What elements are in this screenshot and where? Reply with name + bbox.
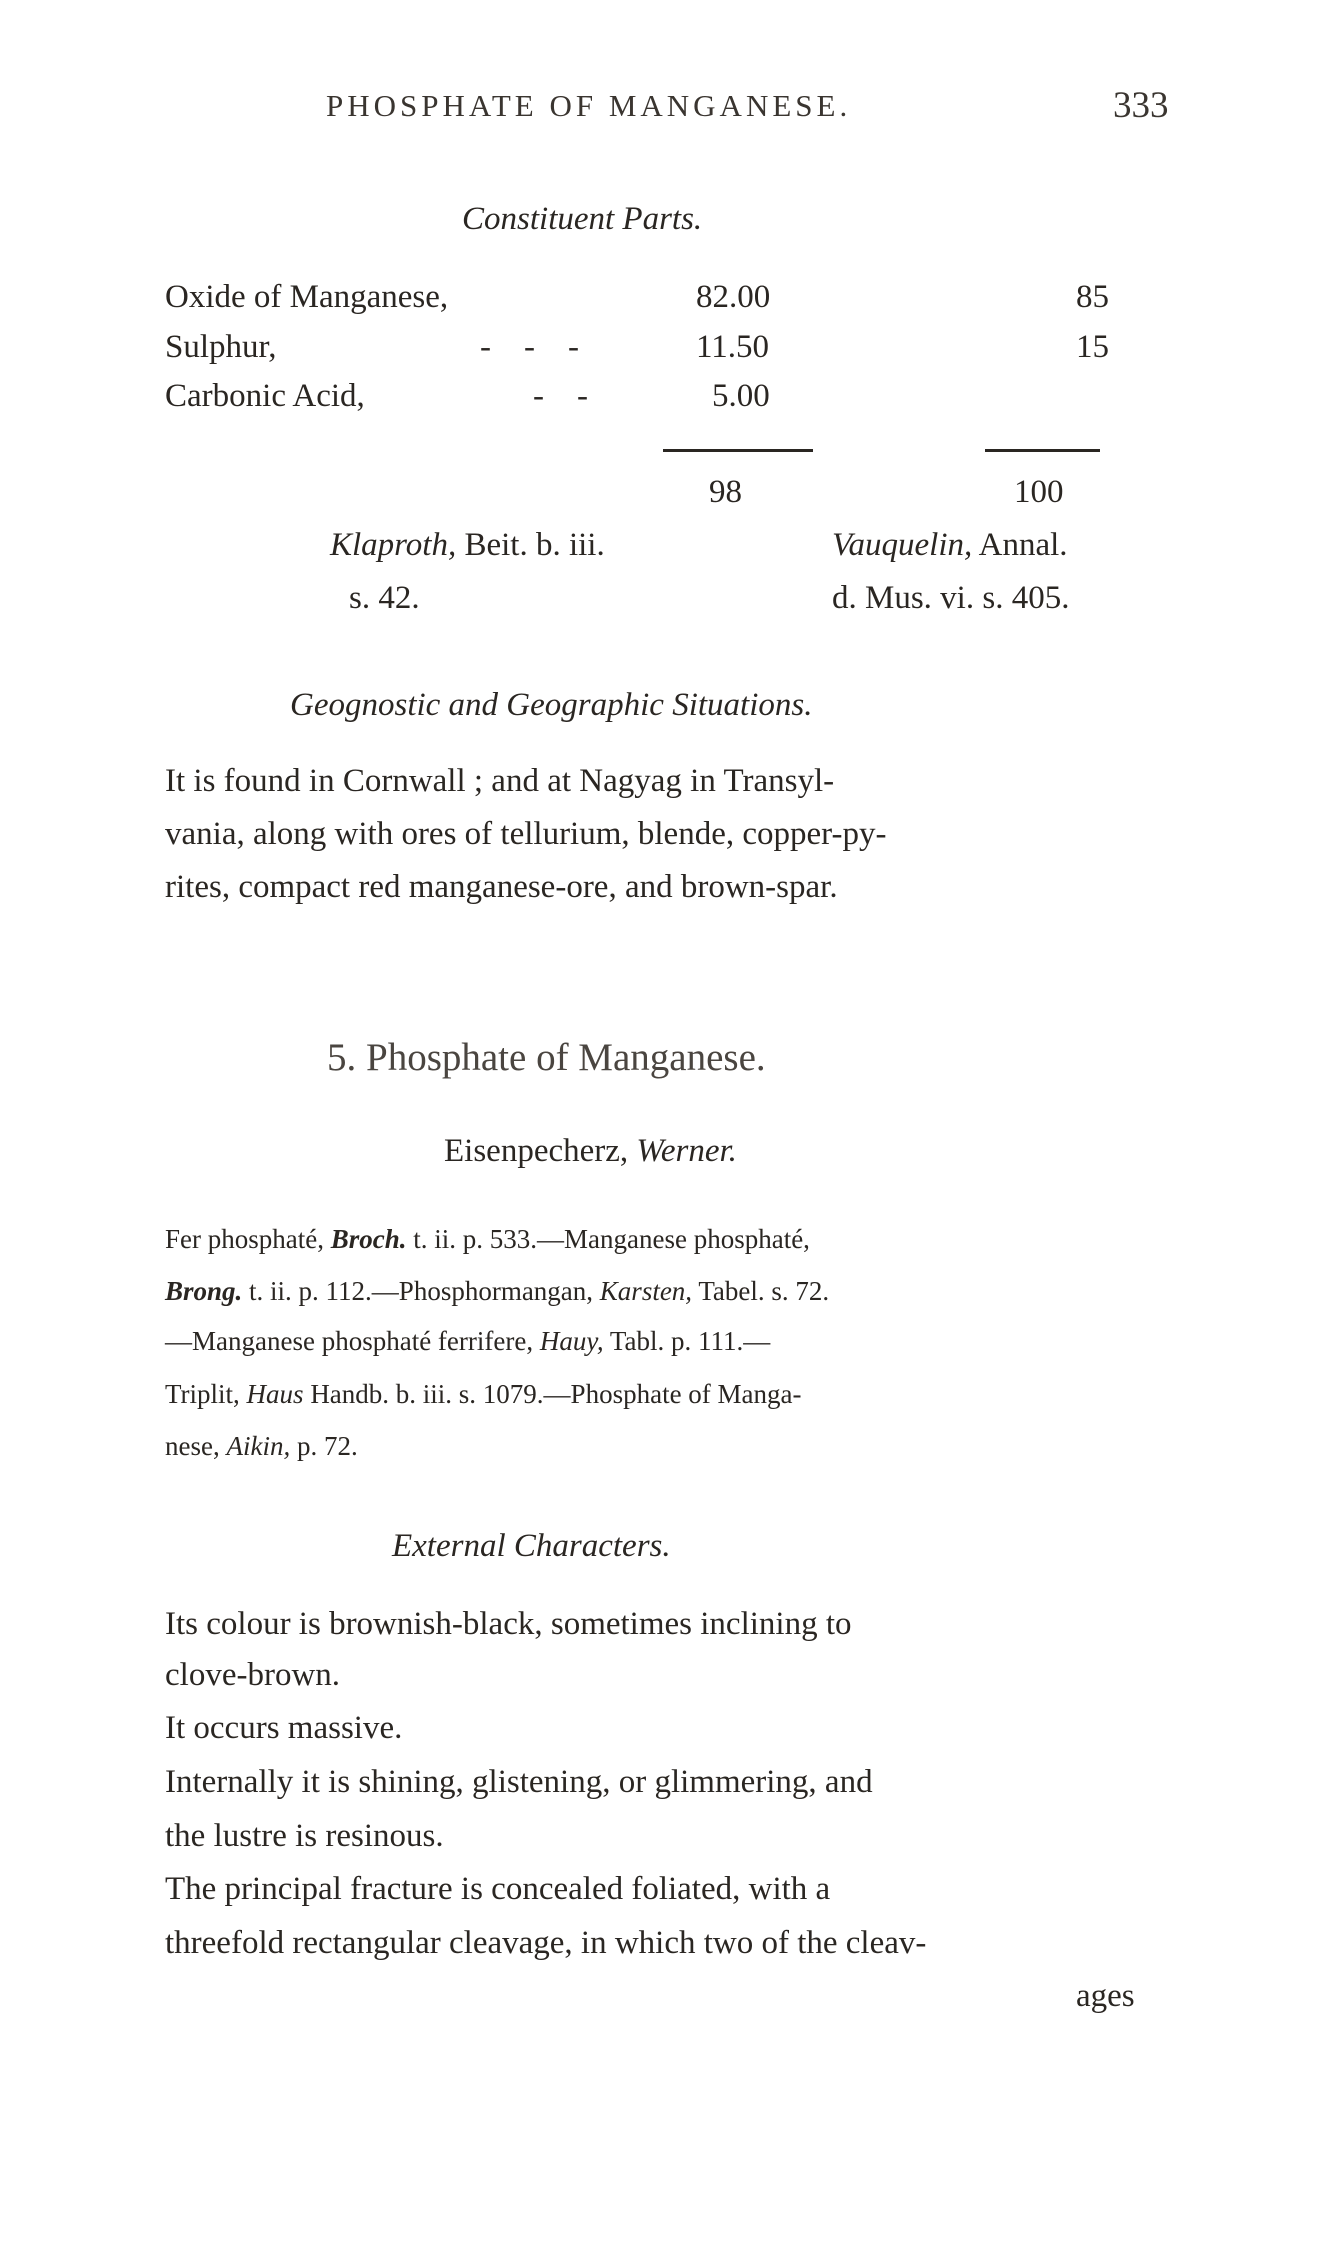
source-reference: Beit. b. iii. <box>456 527 605 563</box>
synonym-author: Broch. <box>330 1224 407 1254</box>
vauquelin-value: 15 <box>1076 329 1109 365</box>
text-line: It occurs massive. <box>165 1710 403 1746</box>
text-line: The principal fracture is concealed foliated, with a <box>165 1871 831 1907</box>
synonym-text: Handb. b. iii. s. 1079.—Phosphate of Manga- <box>303 1379 802 1409</box>
constituent-name: Sulphur, <box>165 329 277 365</box>
constituent-parts-heading: Constituent Parts. <box>462 201 703 237</box>
synonym-author: Aikin, <box>226 1431 291 1461</box>
species-name-text: Eisenpecherz, <box>444 1133 637 1169</box>
klaproth-value: 82.00 <box>696 279 771 315</box>
vauquelin-source <box>832 529 1068 562</box>
synonym-text: Tabl. p. 111.— <box>603 1326 771 1356</box>
text-line: rites, compact red manganese-ore, and brown-spar. <box>165 869 838 905</box>
synonym-text: t. ii. p. 533.—Manganese phosphaté, <box>406 1224 810 1254</box>
klaproth-value: 11.50 <box>696 329 770 365</box>
synonym-line <box>165 1226 810 1253</box>
text-line: threefold rectangular cleavage, in which two of the cleav- <box>165 1925 927 1961</box>
synonym-author: Karsten, <box>599 1276 693 1306</box>
synonym-author: Haus <box>246 1379 304 1409</box>
external-characters-heading: External Characters. <box>392 1528 671 1564</box>
synonym-author: Hauy, <box>539 1326 604 1356</box>
synonym-text: —Manganese phosphaté ferrifere, <box>165 1326 540 1356</box>
klaproth-total: 98 <box>709 474 742 510</box>
species-heading: 5. Phosphate of Manganese. <box>327 1036 766 1079</box>
author-name: Klaproth, <box>330 527 457 563</box>
vauquelin-source-page: d. Mus. vi. s. 405. <box>832 580 1070 616</box>
leader-dashes: - - <box>533 378 588 414</box>
running-header-title: PHOSPHATE OF MANGANESE. <box>326 88 852 123</box>
page-number: 333 <box>1113 85 1169 126</box>
source-reference: Annal. <box>972 527 1068 563</box>
species-name <box>444 1135 737 1168</box>
text-line: Internally it is shining, glistening, or glimmering, and <box>165 1764 873 1800</box>
synonym-text: Fer phosphaté, <box>165 1224 331 1254</box>
constituent-name: Oxide of Manganese, <box>165 279 449 315</box>
constituent-name: Carbonic Acid, <box>165 378 365 414</box>
species-name-author: Werner. <box>636 1133 737 1169</box>
leader-dashes: - - - <box>480 329 579 365</box>
synonym-line <box>165 1328 770 1355</box>
author-name: Vauquelin, <box>832 527 973 563</box>
catchword: ages <box>1076 1978 1135 2014</box>
synonym-author: Brong. <box>165 1276 243 1306</box>
synonym-text: p. 72. <box>290 1431 358 1461</box>
klaproth-value: 5.00 <box>712 378 770 414</box>
synonym-line <box>165 1278 829 1305</box>
synonym-text: t. ii. p. 112.—Phosphormangan, <box>242 1276 600 1306</box>
klaproth-source <box>330 529 605 562</box>
text-line: It is found in Cornwall ; and at Nagyag in Transyl- <box>165 763 835 799</box>
synonym-text: Triplit, <box>165 1379 247 1409</box>
vauquelin-total: 100 <box>1014 474 1064 510</box>
synonym-text: nese, <box>165 1431 227 1461</box>
text-line: Its colour is brownish-black, sometimes inclining to <box>165 1606 852 1642</box>
synonym-line <box>165 1433 358 1460</box>
synonym-line <box>165 1381 802 1408</box>
synonym-text: Tabel. s. 72. <box>692 1276 830 1306</box>
vauquelin-value: 85 <box>1076 279 1109 315</box>
situations-heading: Geognostic and Geographic Situations. <box>290 687 813 723</box>
klaproth-sum-rule <box>663 449 813 452</box>
klaproth-source-page: s. 42. <box>349 580 420 616</box>
text-line: clove-brown. <box>165 1657 341 1693</box>
text-line: vania, along with ores of tellurium, blende, copper-py- <box>165 816 887 852</box>
text-line: the lustre is resinous. <box>165 1818 444 1854</box>
vauquelin-sum-rule <box>985 449 1100 452</box>
